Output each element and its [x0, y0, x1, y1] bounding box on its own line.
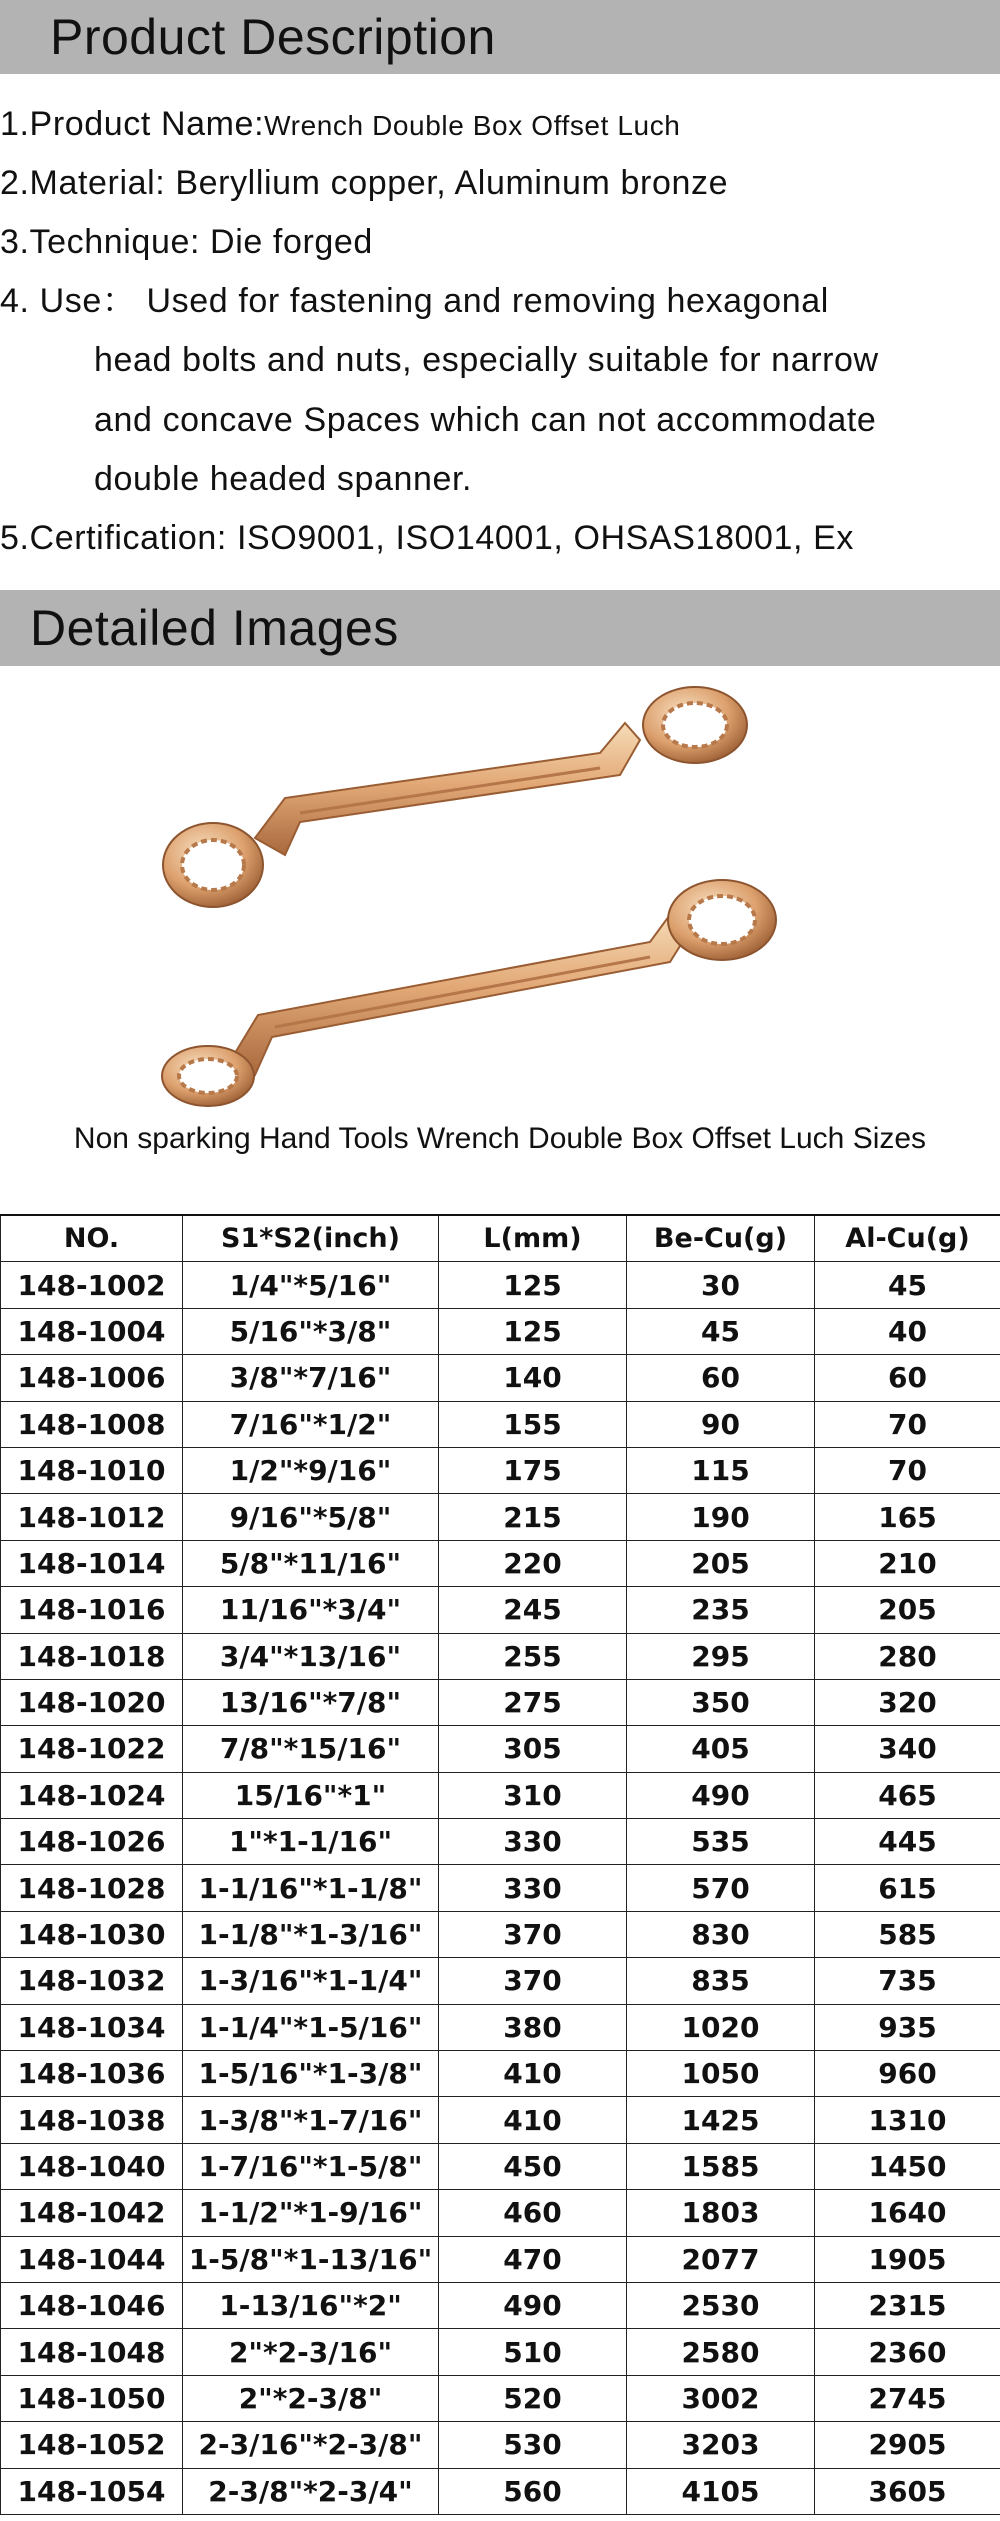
table-row [1, 2143, 1000, 2189]
cell-al-cu: 445 [815, 1819, 1000, 1865]
cell-length: 215 [439, 1494, 627, 1540]
certification-line: 5.Certification: ISO9001, ISO14001, OHSAS18001, Ex [0, 519, 855, 557]
cell-no: 148-1036 [1, 2051, 183, 2097]
table-row [1, 2236, 1000, 2282]
cell-al-cu: 205 [815, 1587, 1000, 1633]
cell-be-cu: 1020 [627, 2004, 815, 2050]
section-title: Product Description [50, 9, 496, 65]
cell-length: 305 [439, 1726, 627, 1772]
use-line-1: 4. Use： Used for fastening and removing hexagonal [0, 282, 829, 320]
cell-al-cu: 40 [815, 1308, 1000, 1354]
table-row [1, 1401, 1000, 1447]
cell-al-cu: 2745 [815, 2375, 1000, 2421]
cell-size: 1-3/16"*1-1/4" [183, 1958, 439, 2004]
cell-no: 148-1032 [1, 1958, 183, 2004]
cell-length: 140 [439, 1355, 627, 1401]
cell-size: 1-1/4"*1-5/16" [183, 2004, 439, 2050]
table-row [1, 1772, 1000, 1818]
section-header-detailed-images [0, 590, 1000, 666]
cell-size: 2"*2-3/16" [183, 2329, 439, 2375]
cell-length: 275 [439, 1679, 627, 1725]
cell-no: 148-1006 [1, 1355, 183, 1401]
header-be-cu: Be-Cu(g) [627, 1215, 815, 1262]
cell-size: 1-1/16"*1-1/8" [183, 1865, 439, 1911]
cell-al-cu: 280 [815, 1633, 1000, 1679]
cell-be-cu: 45 [627, 1308, 815, 1354]
cell-no: 148-1044 [1, 2236, 183, 2282]
cell-size: 1-5/8"*1-13/16" [183, 2236, 439, 2282]
cell-length: 125 [439, 1262, 627, 1308]
image-caption: Non sparking Hand Tools Wrench Double Box Offset Luch Sizes [73, 1122, 927, 1155]
table-row [1, 2468, 1000, 2514]
cell-be-cu: 1425 [627, 2097, 815, 2143]
cell-no: 148-1028 [1, 1865, 183, 1911]
cell-no: 148-1008 [1, 1401, 183, 1447]
cell-length: 520 [439, 2375, 627, 2421]
cell-be-cu: 3203 [627, 2422, 815, 2468]
cell-be-cu: 115 [627, 1447, 815, 1493]
cell-no: 148-1020 [1, 1679, 183, 1725]
cell-no: 148-1002 [1, 1262, 183, 1308]
table-row [1, 1865, 1000, 1911]
table-row [1, 2004, 1000, 2050]
header-al-cu: Al-Cu(g) [815, 1215, 1000, 1262]
cell-size: 1-7/16"*1-5/8" [183, 2143, 439, 2189]
cell-size: 1-3/8"*1-7/16" [183, 2097, 439, 2143]
cell-no: 148-1016 [1, 1587, 183, 1633]
cell-length: 310 [439, 1772, 627, 1818]
cell-no: 148-1042 [1, 2190, 183, 2236]
cell-al-cu: 1310 [815, 2097, 1000, 2143]
wrench-illustration [0, 680, 1000, 1110]
use-line-3: and concave Spaces which can not accommodate [94, 401, 877, 439]
cell-al-cu: 960 [815, 2051, 1000, 2097]
table-row [1, 1726, 1000, 1772]
cell-no: 148-1040 [1, 2143, 183, 2189]
cell-no: 148-1026 [1, 1819, 183, 1865]
table-row [1, 1679, 1000, 1725]
cell-be-cu: 570 [627, 1865, 815, 1911]
section-title: Detailed Images [30, 600, 399, 656]
cell-length: 330 [439, 1865, 627, 1911]
cell-be-cu: 90 [627, 1401, 815, 1447]
table-row [1, 1911, 1000, 1957]
cell-be-cu: 60 [627, 1355, 815, 1401]
cell-length: 470 [439, 2236, 627, 2282]
cell-no: 148-1012 [1, 1494, 183, 1540]
wrench-bottom [162, 880, 776, 1106]
cell-al-cu: 70 [815, 1447, 1000, 1493]
cell-be-cu: 2580 [627, 2329, 815, 2375]
cell-size: 2-3/16"*2-3/8" [183, 2422, 439, 2468]
section-header-product-description [0, 0, 1000, 74]
cell-size: 1-1/2"*1-9/16" [183, 2190, 439, 2236]
cell-no: 148-1010 [1, 1447, 183, 1493]
cell-al-cu: 1905 [815, 2236, 1000, 2282]
cell-no: 148-1024 [1, 1772, 183, 1818]
cell-length: 530 [439, 2422, 627, 2468]
table-row [1, 2329, 1000, 2375]
cell-be-cu: 405 [627, 1726, 815, 1772]
table-row [1, 1958, 1000, 2004]
cell-length: 330 [439, 1819, 627, 1865]
table-row [1, 2190, 1000, 2236]
cell-no: 148-1054 [1, 2468, 183, 2514]
cell-no: 148-1048 [1, 2329, 183, 2375]
cell-be-cu: 30 [627, 1262, 815, 1308]
cell-length: 175 [439, 1447, 627, 1493]
cell-al-cu: 3605 [815, 2468, 1000, 2514]
cell-al-cu: 210 [815, 1540, 1000, 1586]
cell-no: 148-1030 [1, 1911, 183, 1957]
cell-be-cu: 1585 [627, 2143, 815, 2189]
table-row [1, 1355, 1000, 1401]
table-row [1, 2282, 1000, 2328]
cell-be-cu: 350 [627, 1679, 815, 1725]
cell-length: 410 [439, 2097, 627, 2143]
cell-size: 3/4"*13/16" [183, 1633, 439, 1679]
cell-al-cu: 60 [815, 1355, 1000, 1401]
table-row [1, 1633, 1000, 1679]
cell-be-cu: 190 [627, 1494, 815, 1540]
cell-be-cu: 830 [627, 1911, 815, 1957]
cell-size: 5/16"*3/8" [183, 1308, 439, 1354]
cell-size: 1"*1-1/16" [183, 1819, 439, 1865]
cell-size: 11/16"*3/4" [183, 1587, 439, 1633]
cell-length: 510 [439, 2329, 627, 2375]
product-name-value: Wrench Double Box Offset Luch [264, 110, 681, 141]
cell-al-cu: 465 [815, 1772, 1000, 1818]
header-size: S1*S2(inch) [183, 1215, 439, 1262]
cell-be-cu: 2530 [627, 2282, 815, 2328]
table-row [1, 2097, 1000, 2143]
cell-length: 560 [439, 2468, 627, 2514]
cell-be-cu: 2077 [627, 2236, 815, 2282]
use-line-2: head bolts and nuts, especially suitable for narrow [94, 341, 879, 379]
cell-al-cu: 935 [815, 2004, 1000, 2050]
cell-size: 3/8"*7/16" [183, 1355, 439, 1401]
cell-al-cu: 1450 [815, 2143, 1000, 2189]
header-length: L(mm) [439, 1215, 627, 1262]
cell-length: 125 [439, 1308, 627, 1354]
cell-al-cu: 340 [815, 1726, 1000, 1772]
cell-length: 245 [439, 1587, 627, 1633]
wrench-top [163, 687, 747, 907]
cell-al-cu: 2905 [815, 2422, 1000, 2468]
table-row [1, 1494, 1000, 1540]
cell-be-cu: 835 [627, 1958, 815, 2004]
cell-size: 7/16"*1/2" [183, 1401, 439, 1447]
cell-length: 460 [439, 2190, 627, 2236]
cell-length: 370 [439, 1911, 627, 1957]
cell-length: 450 [439, 2143, 627, 2189]
product-name-line [0, 104, 680, 146]
table-row [1, 1587, 1000, 1633]
table-row [1, 1262, 1000, 1308]
cell-size: 7/8"*15/16" [183, 1726, 439, 1772]
cell-al-cu: 70 [815, 1401, 1000, 1447]
cell-size: 2-3/8"*2-3/4" [183, 2468, 439, 2514]
cell-length: 370 [439, 1958, 627, 2004]
cell-size: 1-1/8"*1-3/16" [183, 1911, 439, 1957]
cell-no: 148-1046 [1, 2282, 183, 2328]
cell-be-cu: 3002 [627, 2375, 815, 2421]
cell-size: 15/16"*1" [183, 1772, 439, 1818]
cell-al-cu: 165 [815, 1494, 1000, 1540]
use-line-4: double headed spanner. [94, 460, 473, 498]
cell-no: 148-1050 [1, 2375, 183, 2421]
cell-al-cu: 735 [815, 1958, 1000, 2004]
cell-size: 5/8"*11/16" [183, 1540, 439, 1586]
table-header-row [1, 1215, 1000, 1262]
cell-al-cu: 615 [815, 1865, 1000, 1911]
table-body [1, 1262, 1000, 2515]
cell-be-cu: 205 [627, 1540, 815, 1586]
cell-al-cu: 1640 [815, 2190, 1000, 2236]
cell-no: 148-1022 [1, 1726, 183, 1772]
cell-size: 9/16"*5/8" [183, 1494, 439, 1540]
cell-be-cu: 535 [627, 1819, 815, 1865]
cell-al-cu: 2360 [815, 2329, 1000, 2375]
size-specification-table [0, 1214, 1000, 2515]
cell-be-cu: 1803 [627, 2190, 815, 2236]
cell-no: 148-1034 [1, 2004, 183, 2050]
cell-be-cu: 1050 [627, 2051, 815, 2097]
cell-size: 1-13/16"*2" [183, 2282, 439, 2328]
product-name-label: 1.Product Name: [0, 105, 265, 143]
cell-length: 380 [439, 2004, 627, 2050]
table-row [1, 1540, 1000, 1586]
cell-length: 490 [439, 2282, 627, 2328]
material-line: 2.Material: Beryllium copper, Aluminum bronze [0, 164, 729, 202]
cell-size: 13/16"*7/8" [183, 1679, 439, 1725]
table-row [1, 1819, 1000, 1865]
cell-al-cu: 320 [815, 1679, 1000, 1725]
cell-no: 148-1004 [1, 1308, 183, 1354]
table-row [1, 1447, 1000, 1493]
cell-size: 1-5/16"*1-3/8" [183, 2051, 439, 2097]
table-row [1, 2051, 1000, 2097]
cell-no: 148-1014 [1, 1540, 183, 1586]
cell-length: 410 [439, 2051, 627, 2097]
cell-al-cu: 585 [815, 1911, 1000, 1957]
cell-no: 148-1052 [1, 2422, 183, 2468]
cell-be-cu: 490 [627, 1772, 815, 1818]
cell-size: 1/2"*9/16" [183, 1447, 439, 1493]
cell-length: 155 [439, 1401, 627, 1447]
cell-size: 1/4"*5/16" [183, 1262, 439, 1308]
cell-al-cu: 2315 [815, 2282, 1000, 2328]
table-row [1, 2422, 1000, 2468]
cell-al-cu: 45 [815, 1262, 1000, 1308]
cell-length: 255 [439, 1633, 627, 1679]
cell-no: 148-1018 [1, 1633, 183, 1679]
cell-be-cu: 295 [627, 1633, 815, 1679]
cell-no: 148-1038 [1, 2097, 183, 2143]
cell-be-cu: 4105 [627, 2468, 815, 2514]
table-row [1, 2375, 1000, 2421]
cell-size: 2"*2-3/8" [183, 2375, 439, 2421]
cell-be-cu: 235 [627, 1587, 815, 1633]
cell-length: 220 [439, 1540, 627, 1586]
technique-line: 3.Technique: Die forged [0, 223, 373, 261]
header-no: NO. [1, 1215, 183, 1262]
product-image-area [0, 680, 1000, 1110]
table-row [1, 1308, 1000, 1354]
